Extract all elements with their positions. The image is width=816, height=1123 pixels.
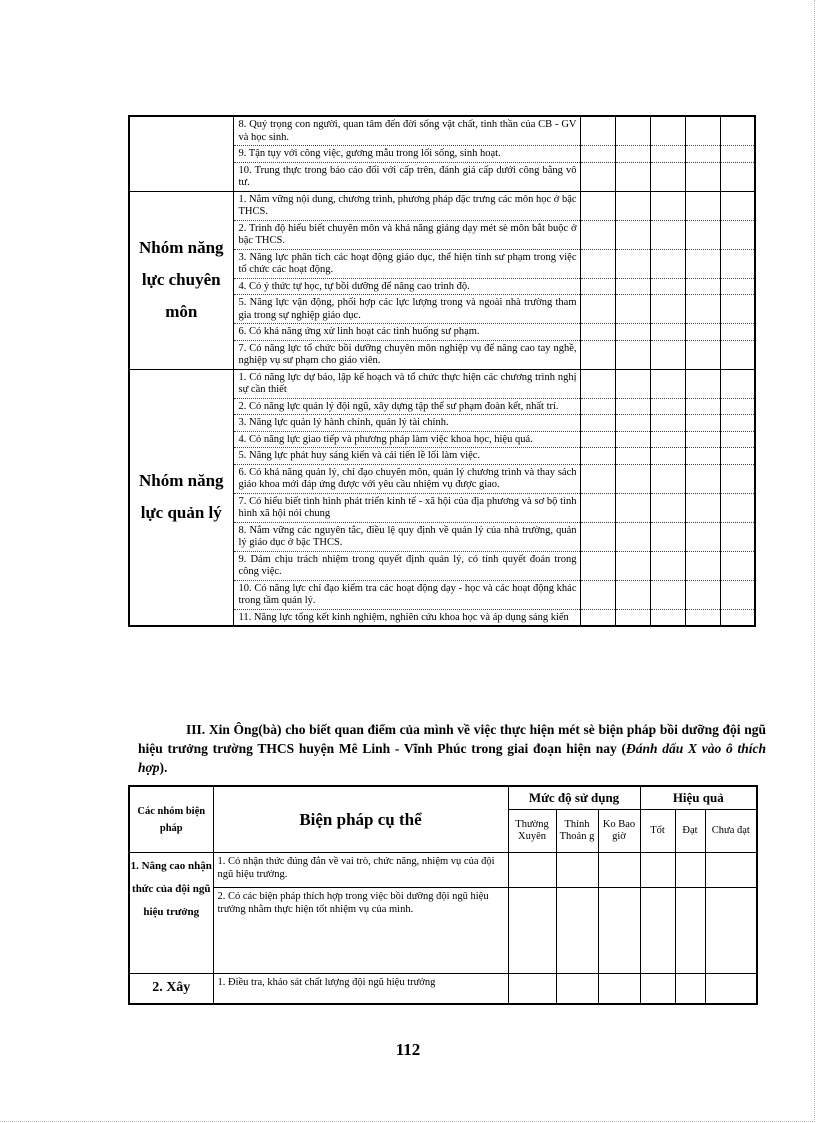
rating-cell[interactable] — [720, 146, 755, 163]
criterion-text: 8. Nắm vững các nguyên tắc, điều lệ quy định về quản lý của nhà trường, quản lý giáo dục ở bậc THCS. — [233, 522, 580, 551]
rating-cell[interactable] — [685, 369, 720, 398]
rating-cell[interactable] — [615, 146, 650, 163]
rating-cell[interactable] — [615, 464, 650, 493]
header-measure: Biện pháp cụ thể — [213, 786, 508, 853]
rating-cell[interactable] — [580, 162, 615, 191]
rating-cell[interactable] — [580, 431, 615, 448]
answer-cell[interactable] — [675, 888, 705, 974]
answer-cell[interactable] — [508, 974, 556, 1004]
header-effectiveness: Hiệu quả — [640, 786, 757, 810]
rating-cell[interactable] — [615, 295, 650, 324]
rating-cell[interactable] — [615, 278, 650, 295]
rating-cell[interactable] — [720, 191, 755, 220]
rating-cell[interactable] — [580, 369, 615, 398]
rating-cell[interactable] — [580, 551, 615, 580]
rating-cell[interactable] — [685, 340, 720, 369]
rating-cell[interactable] — [650, 609, 685, 626]
rating-cell[interactable] — [615, 116, 650, 146]
rating-cell[interactable] — [685, 580, 720, 609]
rating-cell[interactable] — [580, 295, 615, 324]
rating-cell[interactable] — [580, 398, 615, 415]
rating-cell[interactable] — [685, 464, 720, 493]
rating-cell[interactable] — [580, 415, 615, 432]
rating-cell[interactable] — [685, 415, 720, 432]
rating-cell[interactable] — [685, 278, 720, 295]
rating-cell[interactable] — [615, 369, 650, 398]
criterion-row — [129, 116, 755, 146]
criterion-text: 7. Có năng lực tổ chức bồi dưỡng chuyên môn nghiệp vụ để nâng cao tay nghề, nghiệp vụ sư phạm cho giáo viên. — [233, 340, 580, 369]
rating-cell[interactable] — [650, 278, 685, 295]
rating-cell[interactable] — [615, 580, 650, 609]
rating-cell[interactable] — [685, 249, 720, 278]
rating-cell[interactable] — [580, 448, 615, 465]
rating-cell[interactable] — [615, 249, 650, 278]
rating-cell[interactable] — [720, 220, 755, 249]
rating-cell[interactable] — [685, 551, 720, 580]
rating-cell[interactable] — [720, 580, 755, 609]
header-sometimes: Thỉnh Thoản g — [556, 810, 598, 853]
rating-cell[interactable] — [720, 609, 755, 626]
rating-cell[interactable] — [580, 191, 615, 220]
header-usage-level: Mức độ sử dụng — [508, 786, 640, 810]
rating-cell[interactable] — [580, 580, 615, 609]
rating-cell[interactable] — [720, 116, 755, 146]
rating-cell[interactable] — [720, 415, 755, 432]
criterion-text: 4. Có năng lực giao tiếp và phương pháp làm việc khoa học, hiệu quả. — [233, 431, 580, 448]
rating-cell[interactable] — [650, 116, 685, 146]
rating-cell[interactable] — [720, 162, 755, 191]
answer-cell[interactable] — [705, 888, 757, 974]
rating-cell[interactable] — [685, 146, 720, 163]
rating-cell[interactable] — [580, 220, 615, 249]
rating-cell[interactable] — [685, 431, 720, 448]
rating-cell[interactable] — [720, 522, 755, 551]
rating-cell[interactable] — [650, 162, 685, 191]
rating-cell[interactable] — [650, 415, 685, 432]
rating-cell[interactable] — [615, 220, 650, 249]
rating-cell[interactable] — [685, 398, 720, 415]
page-number: 112 — [395, 1040, 421, 1059]
rating-cell[interactable] — [685, 295, 720, 324]
header-good: Tốt — [640, 810, 675, 853]
rating-cell[interactable] — [650, 431, 685, 448]
rating-cell[interactable] — [615, 448, 650, 465]
rating-cell[interactable] — [615, 340, 650, 369]
rating-cell[interactable] — [685, 162, 720, 191]
answer-cell[interactable] — [598, 853, 640, 888]
rating-cell[interactable] — [615, 398, 650, 415]
rating-cell[interactable] — [720, 464, 755, 493]
rating-cell[interactable] — [650, 493, 685, 522]
criterion-text: 1. Nắm vững nội dung, chương trình, phương pháp đặc trưng các môn học ở bậc THCS. — [233, 191, 580, 220]
measure-row: 2. Có các biện pháp thích hợp trong việc bồi dưỡng đội ngũ hiệu trưởng nhằm thực hiện tốt nhiệm vụ của mình. — [213, 888, 508, 974]
rating-cell[interactable] — [720, 398, 755, 415]
header-group: Các nhóm biện pháp — [129, 786, 213, 853]
criterion-text: 10. Trung thực trong báo cáo đối với cấp trên, đánh giá cấp dưới công bằng vô tư. — [233, 162, 580, 191]
rating-cell[interactable] — [650, 522, 685, 551]
criterion-text: 3. Năng lực quản lý hành chính, quản lý tài chính. — [233, 415, 580, 432]
rating-cell[interactable] — [720, 448, 755, 465]
rating-cell[interactable] — [580, 278, 615, 295]
rating-cell[interactable] — [685, 324, 720, 341]
criterion-text: 10. Có năng lực chỉ đạo kiểm tra các hoạt động dạy - học và các hoạt động khác trong tầm quản lý. — [233, 580, 580, 609]
rating-cell[interactable] — [650, 249, 685, 278]
answer-cell[interactable] — [598, 974, 640, 1004]
rating-cell[interactable] — [650, 324, 685, 341]
rating-cell[interactable] — [580, 493, 615, 522]
rating-cell[interactable] — [650, 340, 685, 369]
header-often: Thường Xuyên — [508, 810, 556, 853]
rating-cell[interactable] — [650, 146, 685, 163]
rating-cell[interactable] — [685, 609, 720, 626]
rating-cell[interactable] — [615, 493, 650, 522]
rating-cell[interactable] — [720, 340, 755, 369]
rating-cell[interactable] — [720, 431, 755, 448]
answer-cell[interactable] — [556, 888, 598, 974]
rating-cell[interactable] — [650, 551, 685, 580]
group-label: Nhóm năng lực chuyên môn — [129, 191, 233, 369]
rating-cell[interactable] — [615, 324, 650, 341]
rating-cell[interactable] — [650, 398, 685, 415]
rating-cell[interactable] — [650, 220, 685, 249]
criterion-text: 6. Có khả năng ứng xử linh hoạt các tình huống sư phạm. — [233, 324, 580, 341]
rating-cell[interactable] — [615, 431, 650, 448]
rating-cell[interactable] — [720, 278, 755, 295]
rating-cell[interactable] — [615, 522, 650, 551]
rating-cell[interactable] — [650, 580, 685, 609]
answer-cell[interactable] — [640, 888, 675, 974]
answer-cell[interactable] — [556, 974, 598, 1004]
group-label: Nhóm năng lực quản lý — [129, 369, 233, 626]
answer-cell[interactable] — [640, 974, 675, 1004]
group-label — [129, 116, 233, 191]
competency-survey-table — [128, 115, 756, 627]
rating-cell[interactable] — [720, 493, 755, 522]
rating-cell[interactable] — [580, 116, 615, 146]
criterion-text: 4. Có ý thức tự học, tự bồi dưỡng để nâng cao trình độ. — [233, 278, 580, 295]
criterion-text: 3. Năng lực phân tích các hoạt động giáo dục, thể hiện tính sư phạm trong việc tổ chức các hoạt động. — [233, 249, 580, 278]
rating-cell[interactable] — [720, 295, 755, 324]
rating-cell[interactable] — [650, 448, 685, 465]
criterion-text: 9. Dám chịu trách nhiệm trong quyết định quản lý, có tính quyết đoán trong công việc. — [233, 551, 580, 580]
measures-table — [128, 785, 758, 1005]
rating-cell[interactable] — [650, 464, 685, 493]
criterion-row — [129, 191, 755, 220]
answer-cell[interactable] — [640, 853, 675, 888]
rating-cell[interactable] — [720, 369, 755, 398]
rating-cell[interactable] — [615, 162, 650, 191]
answer-cell[interactable] — [675, 974, 705, 1004]
criterion-text: 6. Có khả năng quản lý, chỉ đạo chuyên môn, quản lý chương trình và thay sách giáo khoa mới đáp ứng được với yêu cầu nhiệm vụ được giao. — [233, 464, 580, 493]
rating-cell[interactable] — [685, 522, 720, 551]
header-never: Ko Bao giờ — [598, 810, 640, 853]
rating-cell[interactable] — [685, 493, 720, 522]
rating-cell[interactable] — [720, 249, 755, 278]
criterion-text: 7. Có hiểu biết tình hình phát triển kinh tế - xã hội của địa phương và sơ bộ tình hình xã hội nói chung — [233, 493, 580, 522]
criterion-text: 5. Năng lực phát huy sáng kiến và cải tiến lề lối làm việc. — [233, 448, 580, 465]
rating-cell[interactable] — [615, 609, 650, 626]
rating-cell[interactable] — [685, 191, 720, 220]
rating-cell[interactable] — [720, 551, 755, 580]
measure-row: 1. Điều tra, khảo sát chất lượng đội ngũ hiệu trưởng — [213, 974, 508, 1004]
header-pass: Đạt — [675, 810, 705, 853]
rating-cell[interactable] — [650, 295, 685, 324]
rating-cell[interactable] — [580, 609, 615, 626]
rating-cell[interactable] — [580, 522, 615, 551]
answer-cell[interactable] — [508, 888, 556, 974]
criterion-row — [129, 369, 755, 398]
rating-cell[interactable] — [685, 220, 720, 249]
answer-cell[interactable] — [675, 853, 705, 888]
rating-cell[interactable] — [615, 551, 650, 580]
criterion-text: 2. Trình độ hiểu biết chuyên môn và khả năng giảng dạy mét sè môn bắt buộc ở bậc THCS. — [233, 220, 580, 249]
rating-cell[interactable] — [580, 464, 615, 493]
group-build: 2. Xây — [129, 974, 213, 1004]
measure-row: 1. Có nhận thức đúng đắn về vai trò, chức năng, nhiệm vụ của đội ngũ hiệu trưởng. — [213, 853, 508, 888]
rating-cell[interactable] — [615, 191, 650, 220]
answer-cell[interactable] — [705, 853, 757, 888]
header-not-pass: Chưa đạt — [705, 810, 757, 853]
answer-cell[interactable] — [705, 974, 757, 1004]
group-awareness: 1. Nâng cao nhận thức của đội ngũ hiệu trưởng — [129, 853, 213, 974]
criterion-text: 11. Năng lực tổng kết kinh nghiệm, nghiên cứu khoa học và áp dụng sáng kiến — [233, 609, 580, 626]
section-heading: III. Xin Ông(bà) cho biết quan điểm của mình về việc thực hiện mét sè biện pháp bồi dưỡng đội ngũ hiệu trưởng trường THCS huyện Mê Linh - Vĩnh Phúc trong giai đoạn hiện nay (Đánh dấu X vào ô thích hợp). — [138, 722, 767, 775]
rating-cell[interactable] — [615, 415, 650, 432]
criterion-text: 5. Năng lực vận động, phối hợp các lực lượng trong và ngoài nhà trường tham gia trong sự nghiệp giáo dục. — [233, 295, 580, 324]
criterion-text: 2. Có năng lực quản lý đội ngũ, xây dựng tập thể sư phạm đoàn kết, nhất trí. — [233, 398, 580, 415]
rating-cell[interactable] — [580, 146, 615, 163]
criterion-text: 1. Có năng lực dự báo, lập kế hoạch và tổ chức thực hiện các chương trình nghị sự cần thiết — [233, 369, 580, 398]
rating-cell[interactable] — [685, 116, 720, 146]
rating-cell[interactable] — [580, 324, 615, 341]
rating-cell[interactable] — [720, 324, 755, 341]
rating-cell[interactable] — [650, 191, 685, 220]
rating-cell[interactable] — [580, 340, 615, 369]
rating-cell[interactable] — [580, 249, 615, 278]
answer-cell[interactable] — [556, 853, 598, 888]
answer-cell[interactable] — [508, 853, 556, 888]
criterion-text: 8. Quý trọng con người, quan tâm đến đời sống vật chất, tinh thần của CB - GV và học sinh. — [233, 116, 580, 146]
rating-cell[interactable] — [650, 369, 685, 398]
criterion-text: 9. Tận tụy với công việc, gương mẫu trong lối sống, sinh hoạt. — [233, 146, 580, 163]
answer-cell[interactable] — [598, 888, 640, 974]
rating-cell[interactable] — [685, 448, 720, 465]
